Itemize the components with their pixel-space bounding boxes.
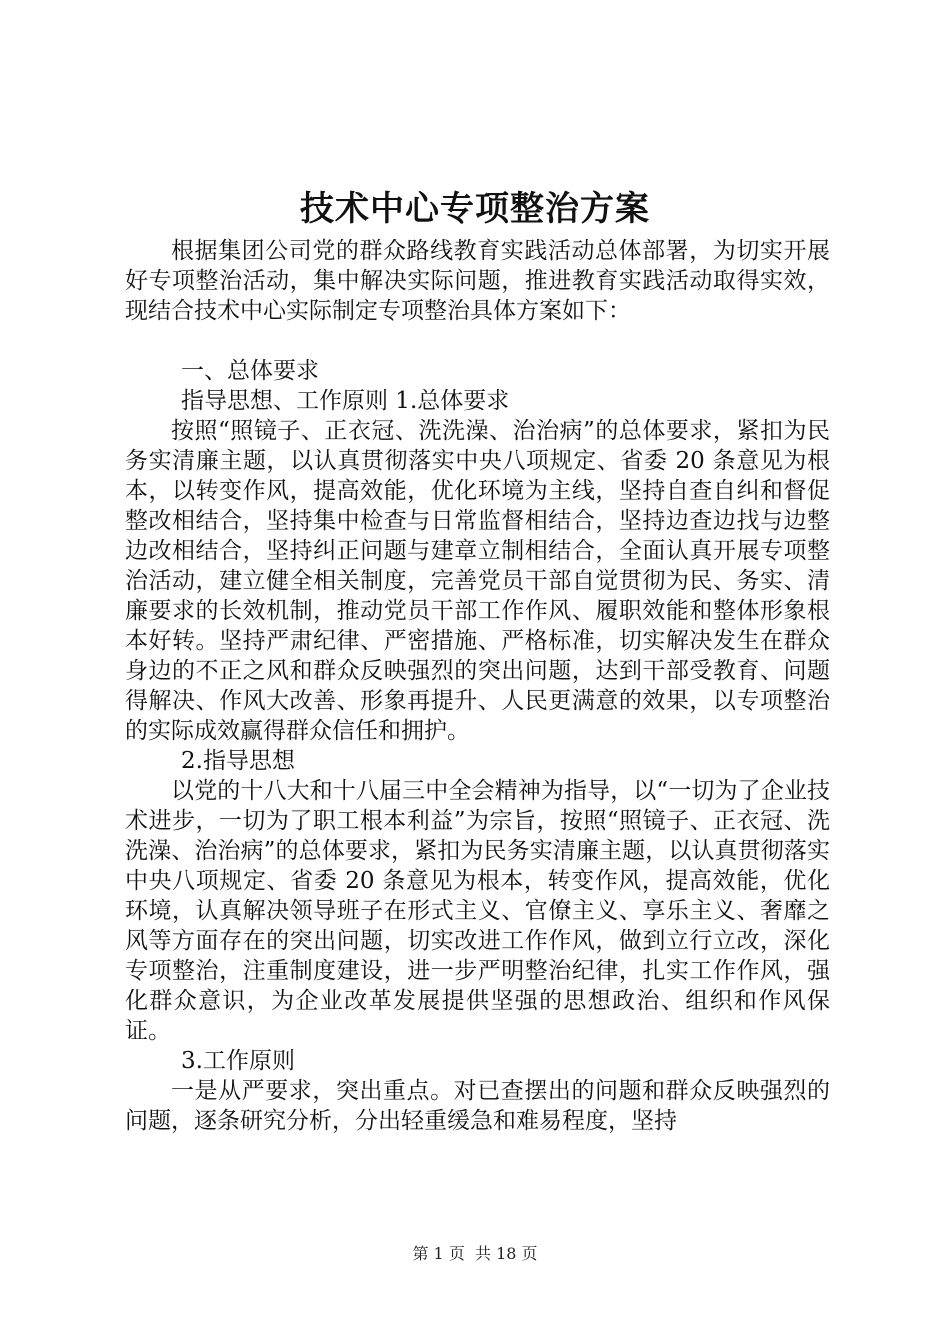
page-footer	[0, 1243, 950, 1265]
document-body	[125, 236, 830, 1136]
heading-guiding-ideology: 2.指导思想	[181, 748, 295, 774]
intro-paragraph: 根据集团公司党的群众路线教育实践活动总体部署，为切实开展好专项整治活动，集中解决实际问题，推进教育实践活动取得实效，现结合技术中心实际制定专项整治具体方案如下：	[125, 238, 830, 324]
paragraph-gap	[125, 326, 830, 356]
heading-work-principles: 3.工作原则	[181, 1048, 295, 1074]
paragraph-overall-requirements: 按照“照镜子、正衣冠、洗洗澡、治治病”的总体要求，紧扣为民务实清廉主题，以认真贯彻落实中央八项规定、省委 20 条意见为根本，以转变作风，提高效能，优化环境为主线，坚持自查自纠和督促整改相结合，坚持集中检查与日常监督相结合，坚持边查边找与边整边改相结合，坚持纠正问题与建章立制相结合，全面认真开展专项整治活动，建立健全相关制度，完善党员干部自觉贯彻为民、务实、清廉要求的长效机制，推动党员干部工作作风、履职效能和整体形象根本好转。坚持严肃纪律、严密措施、严格标准，切实解决发生在群众身边的不正之风和群众反映强烈的突出问题，达到干部受教育、问题得解决、作风大改善、形象再提升、人民更满意的效果，以专项整治的实际成效赢得群众信任和拥护。	[125, 418, 830, 744]
page-number-label: 第 1 页 共 18 页	[412, 1244, 538, 1263]
section-heading-overall: 一、总体要求	[181, 358, 319, 384]
subheading-line: 指导思想、工作原则 1.总体要求	[181, 388, 510, 414]
paragraph-work-principles: 一是从严要求，突出重点。对已查摆出的问题和群众反映强烈的问题，逐条研究分析，分出轻重缓急和难易程度，坚持	[125, 1078, 830, 1134]
paragraph-guiding-ideology: 以党的十八大和十八届三中全会精神为指导，以“一切为了企业技术进步，一切为了职工根本利益”为宗旨，按照“照镜子、正衣冠、洗洗澡、治治病”的总体要求，紧扣为民务实清廉主题，以认真贯彻落实中央八项规定、省委 20 条意见为根本，转变作风，提高效能，优化环境，认真解决领导班子在形式主义、官僚主义、享乐主义、奢靡之风等方面存在的突出问题，切实改进工作作风，做到立行立改，深化专项整治，注重制度建设，进一步严明整治纪律，扎实工作作风，强化群众意识，为企业改革发展提供坚强的思想政治、组织和作风保证。	[125, 778, 830, 1044]
document-title: 技术中心专项整治方案	[300, 189, 650, 229]
